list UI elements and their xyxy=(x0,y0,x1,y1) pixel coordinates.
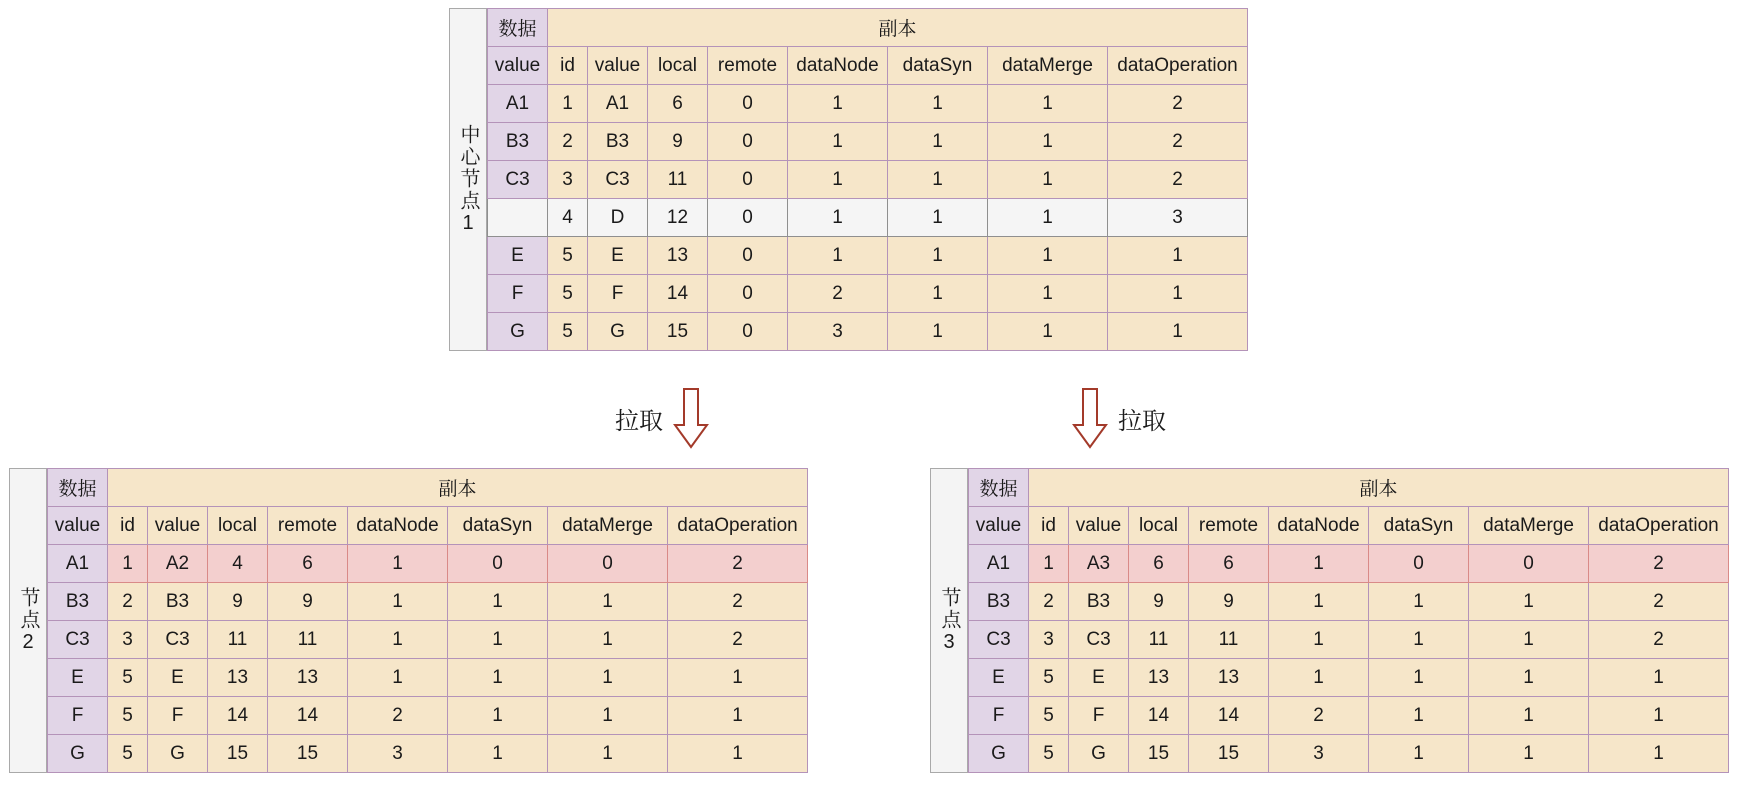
table-cell: G xyxy=(1069,735,1129,773)
table-cell: 1 xyxy=(888,237,988,275)
table-cell: 1 xyxy=(1369,697,1469,735)
table-cell: 0 xyxy=(708,275,788,313)
table-cell: 1 xyxy=(1029,545,1069,583)
table-cell: 5 xyxy=(108,735,148,773)
table-cell: 12 xyxy=(648,199,708,237)
column-header: id xyxy=(1029,507,1069,545)
header-row xyxy=(969,469,1729,507)
table-cell: 4 xyxy=(208,545,268,583)
data-table xyxy=(487,8,1248,351)
table-cell: 2 xyxy=(668,583,808,621)
table-row xyxy=(488,237,1248,275)
table-cell: 1 xyxy=(348,583,448,621)
column-header: value xyxy=(488,47,548,85)
table-cell: 1 xyxy=(448,621,548,659)
table-row xyxy=(48,545,808,583)
table-row xyxy=(969,697,1729,735)
data-cell: F xyxy=(48,697,108,735)
table-cell: 2 xyxy=(1589,545,1729,583)
table-cell: E xyxy=(588,237,648,275)
table-cell: 1 xyxy=(548,697,668,735)
table-cell: G xyxy=(148,735,208,773)
table-cell: 0 xyxy=(548,545,668,583)
column-header: remote xyxy=(708,47,788,85)
table-cell: 14 xyxy=(648,275,708,313)
table-cell: 3 xyxy=(1269,735,1369,773)
table-cell: 1 xyxy=(988,161,1108,199)
table-cell: 1 xyxy=(348,621,448,659)
table-cell: 1 xyxy=(108,545,148,583)
table-cell: 1 xyxy=(1108,313,1248,351)
table-cell: 1 xyxy=(548,621,668,659)
table-cell: G xyxy=(588,313,648,351)
data-cell: G xyxy=(48,735,108,773)
table-cell: 2 xyxy=(1108,123,1248,161)
central-node-1-table xyxy=(449,8,1248,351)
table-cell: 1 xyxy=(888,123,988,161)
node-label-box xyxy=(449,8,487,351)
node-label: 节点3 xyxy=(938,586,960,655)
down-arrow-icon xyxy=(1070,387,1110,449)
table-cell: 1 xyxy=(988,85,1108,123)
table-cell: 0 xyxy=(708,237,788,275)
table-cell: 1 xyxy=(1469,735,1589,773)
column-header: value xyxy=(48,507,108,545)
data-cell: E xyxy=(969,659,1029,697)
table-cell: 2 xyxy=(788,275,888,313)
table-cell: 1 xyxy=(988,275,1108,313)
table-cell: A1 xyxy=(588,85,648,123)
column-header-row xyxy=(488,47,1248,85)
data-cell: E xyxy=(488,237,548,275)
table-cell: 1 xyxy=(348,545,448,583)
column-header: remote xyxy=(268,507,348,545)
down-arrow-icon xyxy=(671,387,711,449)
node-label-box xyxy=(9,468,47,773)
column-header: local xyxy=(1129,507,1189,545)
table-cell: 5 xyxy=(548,275,588,313)
table-cell: 13 xyxy=(1189,659,1269,697)
table-cell: 2 xyxy=(1108,85,1248,123)
node-3-table xyxy=(930,468,1729,773)
table-cell: 6 xyxy=(648,85,708,123)
table-cell: B3 xyxy=(148,583,208,621)
table-cell: 2 xyxy=(1269,697,1369,735)
table-cell: 1 xyxy=(888,161,988,199)
data-cell: F xyxy=(488,275,548,313)
table-cell: C3 xyxy=(148,621,208,659)
table-cell: 1 xyxy=(1269,659,1369,697)
data-cell: E xyxy=(48,659,108,697)
table-cell: B3 xyxy=(588,123,648,161)
data-cell: A1 xyxy=(488,85,548,123)
table-cell: 1 xyxy=(448,659,548,697)
replica-header: 副本 xyxy=(1029,469,1729,507)
table-cell: 14 xyxy=(268,697,348,735)
table-cell: 14 xyxy=(1189,697,1269,735)
column-header: id xyxy=(548,47,588,85)
data-cell: B3 xyxy=(48,583,108,621)
table-cell: 9 xyxy=(1129,583,1189,621)
table-row xyxy=(488,275,1248,313)
data-cell: A1 xyxy=(48,545,108,583)
table-cell: 1 xyxy=(548,583,668,621)
column-header: dataMerge xyxy=(548,507,668,545)
table-cell: 2 xyxy=(1589,621,1729,659)
node-label-box xyxy=(930,468,968,773)
table-cell: 14 xyxy=(1129,697,1189,735)
data-cell: G xyxy=(488,313,548,351)
table-cell: 5 xyxy=(108,659,148,697)
table-cell: 5 xyxy=(548,237,588,275)
table-row xyxy=(48,697,808,735)
table-cell: A3 xyxy=(1069,545,1129,583)
column-header: dataOperation xyxy=(668,507,808,545)
table-cell: 13 xyxy=(648,237,708,275)
table-cell: 5 xyxy=(1029,735,1069,773)
data-cell: C3 xyxy=(48,621,108,659)
node-label: 中心节点1 xyxy=(457,123,479,236)
table-row xyxy=(488,313,1248,351)
table-cell: 1 xyxy=(788,237,888,275)
node-label: 节点2 xyxy=(17,586,39,655)
table-cell: 6 xyxy=(1189,545,1269,583)
data-cell: G xyxy=(969,735,1029,773)
table-cell: 2 xyxy=(668,621,808,659)
node-2-table xyxy=(9,468,808,773)
table-cell: 1 xyxy=(1269,583,1369,621)
table-cell: 1 xyxy=(1369,583,1469,621)
data-cell xyxy=(488,199,548,237)
table-cell: 4 xyxy=(548,199,588,237)
table-cell: 1 xyxy=(448,583,548,621)
table-cell: F xyxy=(148,697,208,735)
table-cell: 0 xyxy=(708,161,788,199)
table-cell: 3 xyxy=(548,161,588,199)
table-cell: 1 xyxy=(668,697,808,735)
table-cell: 1 xyxy=(1269,621,1369,659)
table-cell: 1 xyxy=(1469,583,1589,621)
table-row xyxy=(488,161,1248,199)
column-header-row xyxy=(48,507,808,545)
table-cell: 1 xyxy=(348,659,448,697)
table-row xyxy=(969,621,1729,659)
pull-label: 拉取 xyxy=(1118,407,1166,435)
column-header: dataSyn xyxy=(1369,507,1469,545)
table-cell: 1 xyxy=(888,85,988,123)
table-cell: 1 xyxy=(988,313,1108,351)
table-cell: C3 xyxy=(588,161,648,199)
table-cell: E xyxy=(1069,659,1129,697)
table-cell: 3 xyxy=(348,735,448,773)
data-cell: B3 xyxy=(488,123,548,161)
table-cell: 5 xyxy=(548,313,588,351)
table-cell: 3 xyxy=(1108,199,1248,237)
table-cell: 3 xyxy=(1029,621,1069,659)
table-cell: 11 xyxy=(648,161,708,199)
table-cell: 1 xyxy=(668,659,808,697)
table-cell: 14 xyxy=(208,697,268,735)
table-cell: 13 xyxy=(208,659,268,697)
table-cell: 2 xyxy=(348,697,448,735)
table-cell: 1 xyxy=(448,697,548,735)
table-cell: 1 xyxy=(988,199,1108,237)
table-cell: 2 xyxy=(1029,583,1069,621)
table-row xyxy=(48,659,808,697)
table-cell: 0 xyxy=(708,313,788,351)
table-cell: 0 xyxy=(708,85,788,123)
column-header: remote xyxy=(1189,507,1269,545)
data-cell: C3 xyxy=(488,161,548,199)
column-header: dataSyn xyxy=(448,507,548,545)
table-cell: 1 xyxy=(788,123,888,161)
table-cell: 1 xyxy=(888,199,988,237)
data-table xyxy=(47,468,808,773)
table-cell: 15 xyxy=(1189,735,1269,773)
table-cell: 6 xyxy=(268,545,348,583)
table-row xyxy=(969,735,1729,773)
data-header: 数据 xyxy=(969,469,1029,507)
data-table xyxy=(968,468,1729,773)
table-row xyxy=(969,659,1729,697)
table-cell: 1 xyxy=(548,735,668,773)
table-cell: C3 xyxy=(1069,621,1129,659)
table-cell: 1 xyxy=(1269,545,1369,583)
table-cell: 1 xyxy=(788,161,888,199)
table-cell: 9 xyxy=(648,123,708,161)
table-row xyxy=(48,583,808,621)
table-cell: 9 xyxy=(268,583,348,621)
table-cell: 1 xyxy=(788,199,888,237)
table-cell: 1 xyxy=(668,735,808,773)
table-cell: 1 xyxy=(888,313,988,351)
table-cell: 1 xyxy=(1369,735,1469,773)
data-cell: A1 xyxy=(969,545,1029,583)
data-cell: B3 xyxy=(969,583,1029,621)
pull-arrow-left xyxy=(615,387,711,449)
table-cell: 2 xyxy=(548,123,588,161)
table-cell: 6 xyxy=(1129,545,1189,583)
table-row xyxy=(48,735,808,773)
header-row xyxy=(48,469,808,507)
table-cell: 1 xyxy=(448,735,548,773)
column-header: value xyxy=(1069,507,1129,545)
column-header: dataSyn xyxy=(888,47,988,85)
table-cell: F xyxy=(588,275,648,313)
table-cell: E xyxy=(148,659,208,697)
data-cell: F xyxy=(969,697,1029,735)
column-header-row xyxy=(969,507,1729,545)
table-cell: 11 xyxy=(208,621,268,659)
table-cell: 1 xyxy=(548,659,668,697)
table-cell: 5 xyxy=(108,697,148,735)
table-cell: 2 xyxy=(1108,161,1248,199)
data-header: 数据 xyxy=(48,469,108,507)
table-cell: 11 xyxy=(268,621,348,659)
table-cell: 2 xyxy=(1589,583,1729,621)
replica-header: 副本 xyxy=(548,9,1248,47)
table-cell: 1 xyxy=(1108,275,1248,313)
column-header: value xyxy=(588,47,648,85)
table-row xyxy=(488,199,1248,237)
table-cell: D xyxy=(588,199,648,237)
table-cell: 1 xyxy=(1469,697,1589,735)
header-row xyxy=(488,9,1248,47)
table-cell: 9 xyxy=(208,583,268,621)
table-cell: 11 xyxy=(1129,621,1189,659)
pull-label: 拉取 xyxy=(615,407,663,435)
table-cell: 15 xyxy=(1129,735,1189,773)
column-header: value xyxy=(148,507,208,545)
table-row xyxy=(488,85,1248,123)
table-cell: 13 xyxy=(1129,659,1189,697)
table-cell: 0 xyxy=(708,199,788,237)
column-header: local xyxy=(208,507,268,545)
table-cell: 15 xyxy=(648,313,708,351)
table-cell: 1 xyxy=(1589,697,1729,735)
column-header: dataOperation xyxy=(1589,507,1729,545)
table-cell: 1 xyxy=(1589,735,1729,773)
column-header: local xyxy=(648,47,708,85)
table-cell: 15 xyxy=(268,735,348,773)
column-header: dataNode xyxy=(348,507,448,545)
table-cell: 1 xyxy=(888,275,988,313)
table-cell: 1 xyxy=(1469,621,1589,659)
column-header: dataOperation xyxy=(1108,47,1248,85)
table-cell: 15 xyxy=(208,735,268,773)
pull-arrow-right xyxy=(1070,387,1166,449)
data-cell: C3 xyxy=(969,621,1029,659)
table-cell: 1 xyxy=(548,85,588,123)
table-cell: 5 xyxy=(1029,697,1069,735)
table-cell: 1 xyxy=(1469,659,1589,697)
table-row xyxy=(48,621,808,659)
column-header: dataMerge xyxy=(988,47,1108,85)
table-cell: 2 xyxy=(668,545,808,583)
table-cell: 0 xyxy=(1369,545,1469,583)
table-cell: 1 xyxy=(988,237,1108,275)
column-header: dataMerge xyxy=(1469,507,1589,545)
table-cell: B3 xyxy=(1069,583,1129,621)
table-cell: F xyxy=(1069,697,1129,735)
data-header: 数据 xyxy=(488,9,548,47)
table-cell: 1 xyxy=(1369,621,1469,659)
table-cell: 1 xyxy=(988,123,1108,161)
table-row xyxy=(969,583,1729,621)
table-cell: 5 xyxy=(1029,659,1069,697)
replica-header: 副本 xyxy=(108,469,808,507)
table-cell: 13 xyxy=(268,659,348,697)
table-cell: 1 xyxy=(1108,237,1248,275)
table-cell: A2 xyxy=(148,545,208,583)
column-header: dataNode xyxy=(788,47,888,85)
table-cell: 0 xyxy=(448,545,548,583)
table-cell: 3 xyxy=(788,313,888,351)
table-cell: 0 xyxy=(1469,545,1589,583)
table-cell: 1 xyxy=(1369,659,1469,697)
table-cell: 0 xyxy=(708,123,788,161)
column-header: dataNode xyxy=(1269,507,1369,545)
table-cell: 2 xyxy=(108,583,148,621)
table-cell: 11 xyxy=(1189,621,1269,659)
table-cell: 1 xyxy=(1589,659,1729,697)
column-header: value xyxy=(969,507,1029,545)
table-cell: 1 xyxy=(788,85,888,123)
table-cell: 9 xyxy=(1189,583,1269,621)
table-cell: 3 xyxy=(108,621,148,659)
table-row xyxy=(969,545,1729,583)
table-row xyxy=(488,123,1248,161)
column-header: id xyxy=(108,507,148,545)
